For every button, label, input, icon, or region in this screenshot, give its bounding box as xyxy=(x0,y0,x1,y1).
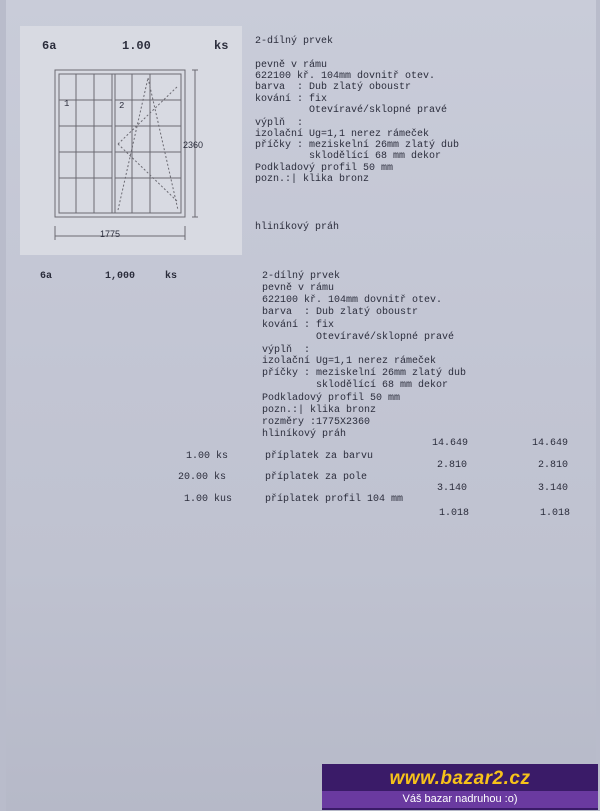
surcharge-total: 3.140 xyxy=(538,483,569,494)
width-dimension: 1775 xyxy=(100,229,121,239)
spec-line: barva : Dub zlatý oboustr xyxy=(262,307,419,318)
spec-line: sklodělící 68 mm dekor xyxy=(255,151,442,162)
item2-position: 6a xyxy=(40,271,53,282)
item-unit: ks xyxy=(214,39,229,53)
spec-line: pozn.:| klika bronz xyxy=(262,405,377,416)
pane-label-1: 1 xyxy=(64,99,70,109)
pane-label-2: 2 xyxy=(119,101,125,111)
window-frame-outer xyxy=(55,70,185,217)
threshold-line: hliníkový práh xyxy=(255,222,340,233)
spec-line: Otevíravé/sklopné pravé xyxy=(262,332,455,343)
height-dimension: 2360 xyxy=(183,140,204,150)
spec-line: Otevíravé/sklopné pravé xyxy=(255,105,448,116)
surcharge-total: 2.810 xyxy=(538,460,569,471)
spec-line: 2-dílný prvek xyxy=(255,36,334,47)
spec-line: barva : Dub zlatý oboustr xyxy=(255,82,412,93)
item2-unit: ks xyxy=(165,271,178,282)
spec-line: rozměry :1775X2360 xyxy=(262,417,371,428)
spec-line: 2-dílný prvek xyxy=(262,271,341,282)
site-tagline: Váš bazar nadruhou :o) xyxy=(322,791,598,808)
surcharge-qty: 1.00 ks xyxy=(186,451,229,462)
surcharge-price: 2.810 xyxy=(437,460,468,471)
spec-line: výplň : xyxy=(262,345,311,356)
surcharge-label: příplatek profil 104 mm xyxy=(265,494,404,505)
spec-line: sklodělící 68 mm dekor xyxy=(262,380,449,391)
spec-line: výplň : xyxy=(255,118,304,129)
site-url[interactable]: www.bazar2.cz xyxy=(389,768,531,789)
surcharge-label: příplatek za barvu xyxy=(265,451,374,462)
spec-line: kování : fix xyxy=(262,320,335,331)
spec-line: 622100 kř. 104mm dovnitř otev. xyxy=(255,71,436,82)
base-price: 14.649 xyxy=(432,438,469,449)
surcharge-qty: 20.00 ks xyxy=(178,472,227,483)
surcharge-total: 1.018 xyxy=(540,508,571,519)
site-banner[interactable] xyxy=(322,764,598,810)
item-quantity: 1.00 xyxy=(122,39,151,53)
spec-line: izolační Ug=1,1 nerez rámeček xyxy=(262,356,437,367)
spec-line: 622100 kř. 104mm dovnitř otev. xyxy=(262,295,443,306)
surcharge-price: 3.140 xyxy=(437,483,468,494)
spec-line: hliníkový práh xyxy=(262,429,347,440)
surcharge-qty: 1.00 kus xyxy=(184,494,233,505)
item2-quantity: 1,000 xyxy=(105,271,136,282)
base-total: 14.649 xyxy=(532,438,569,449)
window-frame-inner xyxy=(59,74,181,213)
spec-line: pozn.:| klika bronz xyxy=(255,174,370,185)
item-position: 6a xyxy=(42,39,57,53)
spec-line: příčky : meziskelní 26mm zlatý dub xyxy=(255,140,460,151)
surcharge-price: 1.018 xyxy=(439,508,470,519)
spec-line: kování : fix xyxy=(255,94,328,105)
spec-line: pevně v rámu xyxy=(262,283,335,294)
spec-line: pevně v rámu xyxy=(255,60,328,71)
surcharge-label: příplatek za pole xyxy=(265,472,368,483)
spec-line: příčky : meziskelní 26mm zlatý dub xyxy=(262,368,467,379)
window-drawing xyxy=(20,26,242,255)
spec-line: Podkladový profil 50 mm xyxy=(262,393,401,404)
spec-line: izolační Ug=1,1 nerez rámeček xyxy=(255,129,430,140)
spec-line: Podkladový profil 50 mm xyxy=(255,163,394,174)
